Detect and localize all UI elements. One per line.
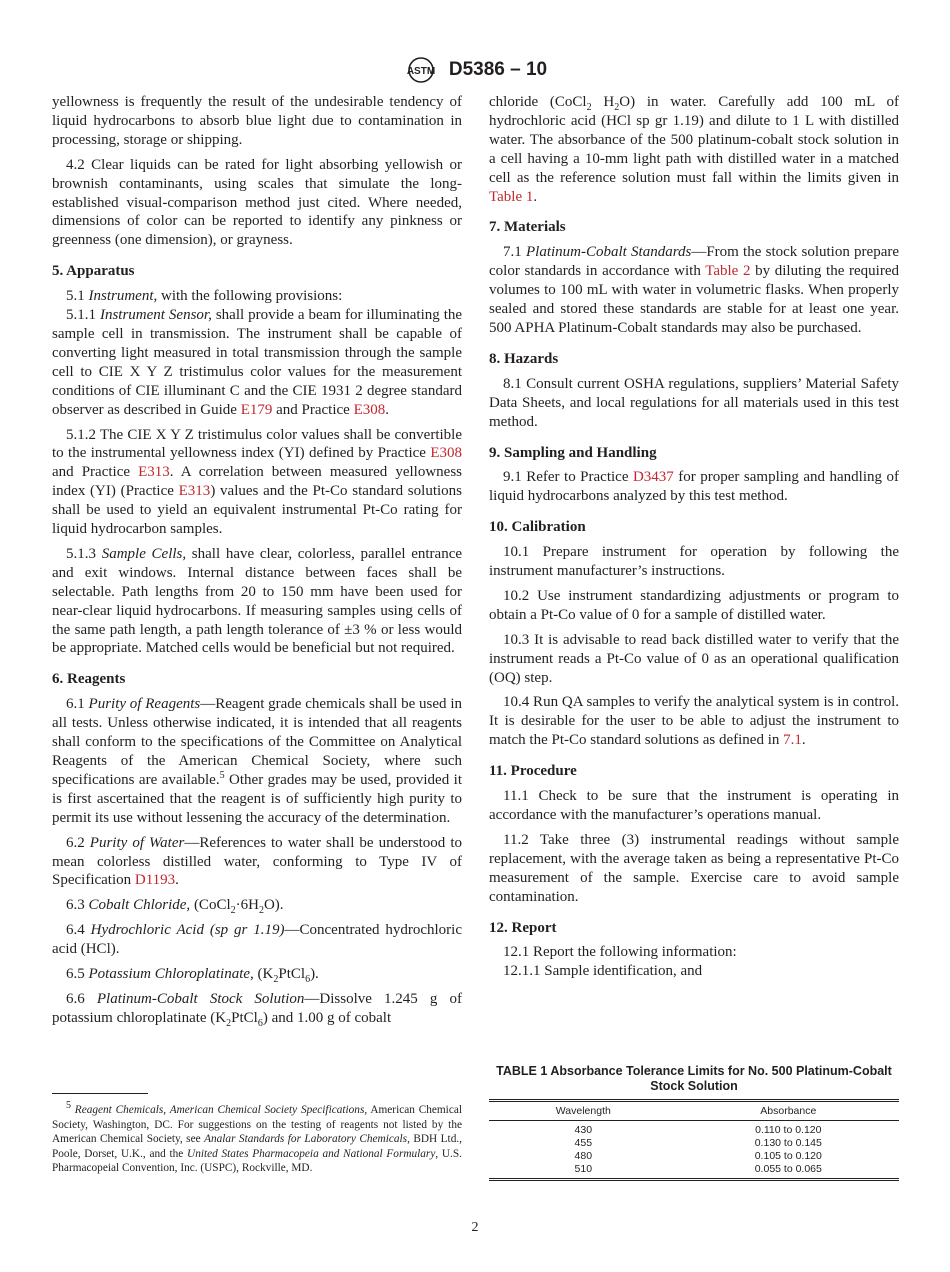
reference-link[interactable]: E179 [240, 401, 273, 418]
absorbance-cell: 0.130 to 0.145 [754, 1137, 822, 1149]
reference-link[interactable]: E313 [178, 483, 211, 500]
italic-term: Potassium Chloroplatinate, [88, 966, 254, 983]
column-header-absorbance: Absorbance [760, 1105, 817, 1117]
right-column [489, 93, 899, 987]
page-header [0, 56, 950, 84]
wavelength-cell: 510 [574, 1163, 593, 1175]
italic-term: Platinum-Cobalt Standards [525, 244, 692, 261]
footnote: $^5$ Reagent Chemicals, American Chemical Society Specifications, American Chemical Society, Washington, DC. For suggestions on the testing of reagents not listed by the American Chemical Society, see Analar Standards for Laboratory Chemicals, BDH Ltd., Poole, Dorset, U.K., and the United States Pharmacopeia and National Formulary, U.S. Pharmacopeial Convention, Inc. (USPC), Rockville, MD. [52, 1100, 462, 1175]
wavelength-cell: 430 [574, 1124, 593, 1136]
reference-link[interactable]: Table 2 [705, 263, 751, 280]
paragraph: yellowness is frequently the result of the undesirable tendency of liquid hydrocarbons to absorb blue light due to contamination in processing, storage or shipping. [52, 94, 462, 148]
svg-text:ASTM: ASTM [406, 66, 436, 77]
table-1 [489, 1064, 899, 1181]
italic-term: Instrument Sensor, [99, 307, 212, 324]
subscript: 2 [226, 1017, 232, 1029]
table-row [489, 1150, 899, 1163]
paragraph: 10.4 Run QA samples to verify the analytical system is in control. It is desirable for the user to be able to adjust the instrument to match the Pt-Co standard solutions as defined in 7.1. [489, 694, 899, 749]
paragraph: 10.1 Prepare instrument for operation by following the instrument manufacturer’s instructions. [489, 544, 899, 580]
paragraph: 10.3 It is advisable to read back distilled water to verify that the instrument reads a Pt-Co value of 0 as an operational qualification (OQ) step. [489, 631, 899, 686]
absorbance-cell: 0.105 to 0.120 [754, 1150, 822, 1162]
paragraph: 12.1.1 Sample identification, and [503, 963, 703, 980]
table-title: TABLE 1 Absorbance Tolerance Limits for No. 500 Platinum-Cobalt Stock Solution [496, 1064, 892, 1093]
section-heading: 6. Reagents [52, 671, 126, 688]
section-heading: 10. Calibration [489, 519, 586, 536]
column-header-wavelength: Wavelength [555, 1105, 611, 1117]
paragraph: 6.5 Potassium Chloroplatinate, $(K_2PtCl_6)$. [66, 966, 319, 986]
paragraph: 6.2 Purity of Water—References to water shall be understood to mean colorless distilled water, conforming to Type IV of Specification D1193. [52, 834, 462, 889]
paragraph: 5.1.2 The CIE X Y Z tristimulus color values shall be convertible to the instrumental yellowness index (YI) defined by Practice E308 and Practice E313. A correlation between measured yellowness index (YI) (Practice E313) values and the Pt-Co standard solutions shall be used to yield an equivalent instrumental Pt-Co rating for liquid hydrocarbon samples. [52, 426, 463, 538]
italic-term: Analar Standards for Laboratory Chemicals [204, 1133, 408, 1146]
section-heading: 7. Materials [489, 219, 566, 236]
paragraph: 7.1 Platinum-Cobalt Standards—From the stock solution prepare color standards in accordance with Table 2 by diluting the required volumes to 100 mL with water in volumetric flasks. When properly sealed and stored these standards are stable for at least one year. 500 APHA Platinum-Cobalt standards may also be purchased. [489, 244, 900, 336]
paragraph: 12.1 Report the following information: [503, 944, 737, 961]
paragraph: 9.1 Refer to Practice D3437 for proper sampling and handling of liquid hydrocarbons analyzed by this test method. [489, 469, 899, 505]
section-heading: 8. Hazards [489, 350, 559, 367]
section-heading: 9. Sampling and Handling [489, 444, 657, 461]
subscript: 2 [586, 102, 592, 113]
reference-link[interactable]: D3437 [632, 469, 674, 486]
italic-term: Reagent Chemicals, American Chemical Society Specifications, [71, 1104, 368, 1116]
footnote-divider [52, 1093, 148, 1094]
italic-term: Purity of Water [89, 834, 185, 851]
subscript: 2 [614, 102, 620, 113]
italic-term: Sample Cells, [101, 545, 187, 562]
table-row [489, 1121, 899, 1138]
paragraph: 11.1 Check to be sure that the instrument is operating in accordance with the manufacturer’s operations manual. [489, 788, 899, 823]
table-row [489, 1163, 899, 1180]
subscript: 6 [257, 1017, 263, 1029]
paragraph: 6.6 Platinum-Cobalt Stock Solution—Dissolve 1.245 g of potassium chloroplatinate $(K_2PtCl_6)$ and 1.00 g of cobalt [52, 990, 463, 1029]
absorbance-cell: 0.055 to 0.065 [754, 1163, 822, 1175]
left-column [52, 93, 462, 1034]
paragraph: 5.1.1 Instrument Sensor, shall provide a beam for illuminating the sample cell in transmission. The instrument shall be capable of converting light measured in total transmission through the sample cell to CIE X Y Z tristimulus color values for the measurement conditions of CIE illuminant C and the CIE 1931 2 degree standard observer as described in Guide E179 and Practice E308. [52, 307, 463, 418]
page-number: 2 [471, 1220, 479, 1235]
astm-logo-icon [403, 56, 439, 84]
document-code: D5386 – 10 [448, 59, 548, 80]
paragraph: 6.4 Hydrochloric Acid (sp gr 1.19)—Concentrated hydrochloric acid (HCl). [52, 922, 462, 958]
paragraph: 6.1 Purity of Reagents—Reagent grade chemicals shall be used in all tests. Unless otherwise indicated, it is intended that all reagents shall conform to the specifications of the Committee on Analytical Reagents of the American Chemical Society, where such specifications are available.$^5$ Other grades may be used, provided it is first ascertained that the reagent is of sufficiently high purity to permit its use without lessening the accuracy of the determination. [52, 696, 462, 826]
section-heading: 5. Apparatus [52, 263, 135, 280]
absorbance-cell: 0.110 to 0.120 [755, 1124, 822, 1136]
reference-link[interactable]: E308 [430, 445, 462, 462]
reference-link[interactable]: E313 [138, 464, 170, 481]
section-heading: 12. Report [489, 919, 557, 936]
wavelength-cell: 455 [574, 1137, 593, 1149]
paragraph: 6.3 Cobalt Chloride, $(CoCl_2\cdot 6H_2O)$. [66, 897, 284, 917]
paragraph: 5.1 Instrument, with the following provisions: [66, 288, 343, 305]
italic-term: Cobalt Chloride, [88, 897, 191, 914]
subscript: 2 [230, 905, 236, 917]
reference-link[interactable]: D1193 [134, 872, 176, 889]
subscript: 6 [305, 974, 311, 986]
reference-link[interactable]: 7.1 [783, 732, 802, 749]
italic-term: United States Pharmacopeia and National Formulary [187, 1147, 436, 1160]
section-heading: 11. Procedure [489, 763, 577, 780]
wavelength-cell: 480 [574, 1150, 593, 1162]
italic-term: Instrument [88, 288, 154, 305]
reference-link[interactable]: E308 [353, 401, 386, 418]
italic-term: Purity of Reagents [88, 696, 201, 713]
paragraph: chloride (CoCl$_2$ $H_2O$) in water. Carefully add 100 mL of hydrochloric acid (HCl sp gr 1.19) and dilute to 1 L with distilled water. The absorbance of the 500 platinum-cobalt stock solution in a cell having a 10-mm light path with distilled water in a matched cell as the reference solution must fall within the limits given in Table 1. [489, 94, 899, 205]
paragraph: 11.2 Take three (3) instrumental readings without sample replacement, with the average taken as being a representative Pt-Co measurement of the sample. Exercise care to avoid sample contamination. [489, 831, 899, 905]
paragraph: 5.1.3 Sample Cells, shall have clear, colorless, parallel entrance and exit windows. Internal distance between faces shall be selectable. Path lengths from 20 to 150 mm have been used for near-clear liquid hydrocarbons. If measuring samples using cells of the same path length, a path length tolerance of ±3 % or less would be appropriate. Matched cells would be beneficial but not required. [52, 545, 463, 657]
reference-link[interactable]: Table 1 [489, 188, 534, 205]
paragraph: 4.2 Clear liquids can be rated for light absorbing yellowish or brownish contaminants, using scales that simulate the long-established visual-comparison method just cited. Where needed, dimensions of color can be reported to identify any pinkness or greenness (one dimension), or grayness. [52, 156, 462, 249]
footnote-marker: 5 [219, 769, 225, 781]
italic-term: Hydrochloric Acid (sp gr 1.19) [90, 922, 285, 939]
subscript: 2 [258, 905, 264, 917]
paragraph: 8.1 Consult current OSHA regulations, suppliers’ Material Safety Data Sheets, and local regulations for all materials used in this test method. [489, 375, 899, 430]
footnote-marker: 5 [66, 1100, 71, 1112]
paragraph: 10.2 Use instrument standardizing adjustments or program to obtain a Pt-Co value of 0 for a sample of distilled water. [489, 587, 899, 623]
subscript: 2 [273, 974, 279, 986]
absorbance-table [489, 1099, 899, 1181]
table-row [489, 1137, 899, 1150]
italic-term: Platinum-Cobalt Stock Solution [96, 990, 305, 1007]
